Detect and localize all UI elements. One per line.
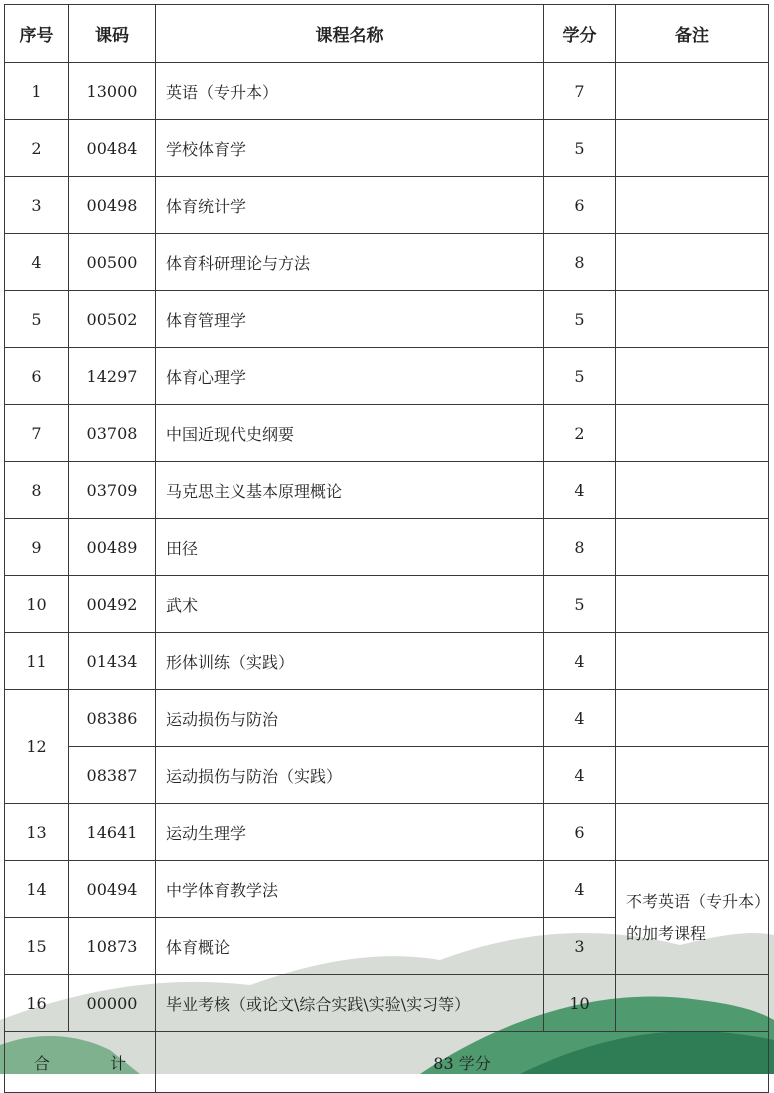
course-name-cell: 武术 bbox=[156, 576, 544, 633]
seq-cell: 8 bbox=[5, 462, 69, 519]
course-name-cell: 体育统计学 bbox=[156, 177, 544, 234]
code-cell: 14297 bbox=[69, 348, 156, 405]
note-cell bbox=[616, 747, 769, 804]
seq-cell: 13 bbox=[5, 804, 69, 861]
table-row bbox=[5, 576, 769, 633]
seq-cell: 14 bbox=[5, 861, 69, 918]
seq-cell: 3 bbox=[5, 177, 69, 234]
merged-note-cell: 不考英语（专升本）的加考课程 bbox=[616, 861, 769, 975]
table-row bbox=[5, 462, 769, 519]
note-cell bbox=[616, 120, 769, 177]
course-name-cell: 体育科研理论与方法 bbox=[156, 234, 544, 291]
course-name-cell: 体育概论 bbox=[156, 918, 544, 975]
course-name-cell: 学校体育学 bbox=[156, 120, 544, 177]
credit-cell: 2 bbox=[544, 405, 616, 462]
code-cell: 00489 bbox=[69, 519, 156, 576]
credit-cell: 4 bbox=[544, 861, 616, 918]
header-credit: 学分 bbox=[544, 5, 616, 63]
credit-cell: 4 bbox=[544, 690, 616, 747]
note-cell bbox=[616, 462, 769, 519]
note-cell bbox=[616, 234, 769, 291]
header-code: 课码 bbox=[69, 5, 156, 63]
seq-cell: 9 bbox=[5, 519, 69, 576]
table-row bbox=[5, 747, 769, 804]
code-cell: 10873 bbox=[69, 918, 156, 975]
code-cell: 03709 bbox=[69, 462, 156, 519]
table-row bbox=[5, 234, 769, 291]
code-cell: 00484 bbox=[69, 120, 156, 177]
code-cell: 01434 bbox=[69, 633, 156, 690]
course-name-cell: 中学体育教学法 bbox=[156, 861, 544, 918]
code-cell: 08386 bbox=[69, 690, 156, 747]
seq-cell: 5 bbox=[5, 291, 69, 348]
code-cell: 00494 bbox=[69, 861, 156, 918]
table-row bbox=[5, 861, 769, 918]
table-row bbox=[5, 633, 769, 690]
seq-cell: 16 bbox=[5, 975, 69, 1032]
course-name-cell: 运动生理学 bbox=[156, 804, 544, 861]
table-row bbox=[5, 975, 769, 1032]
course-table bbox=[4, 4, 769, 1093]
total-value: 83 学分 bbox=[156, 1032, 769, 1093]
course-name-cell: 形体训练（实践） bbox=[156, 633, 544, 690]
credit-cell: 4 bbox=[544, 462, 616, 519]
header-row bbox=[5, 5, 769, 63]
credit-cell: 10 bbox=[544, 975, 616, 1032]
code-cell: 13000 bbox=[69, 63, 156, 120]
code-cell: 00500 bbox=[69, 234, 156, 291]
seq-cell: 12 bbox=[5, 690, 69, 804]
note-cell bbox=[616, 804, 769, 861]
credit-cell: 7 bbox=[544, 63, 616, 120]
header-name: 课程名称 bbox=[156, 5, 544, 63]
seq-cell: 10 bbox=[5, 576, 69, 633]
table-row bbox=[5, 177, 769, 234]
credit-cell: 3 bbox=[544, 918, 616, 975]
note-cell bbox=[616, 519, 769, 576]
credit-cell: 4 bbox=[544, 633, 616, 690]
seq-cell: 1 bbox=[5, 63, 69, 120]
seq-cell: 7 bbox=[5, 405, 69, 462]
course-name-cell: 体育心理学 bbox=[156, 348, 544, 405]
course-name-cell: 田径 bbox=[156, 519, 544, 576]
credit-cell: 8 bbox=[544, 519, 616, 576]
total-row bbox=[5, 1032, 769, 1093]
credit-cell: 6 bbox=[544, 804, 616, 861]
table-row bbox=[5, 804, 769, 861]
note-cell bbox=[616, 405, 769, 462]
total-label bbox=[5, 1032, 156, 1093]
note-cell bbox=[616, 291, 769, 348]
note-cell bbox=[616, 348, 769, 405]
credit-cell: 5 bbox=[544, 291, 616, 348]
note-cell bbox=[616, 690, 769, 747]
credit-cell: 5 bbox=[544, 348, 616, 405]
course-name-cell: 运动损伤与防治（实践） bbox=[156, 747, 544, 804]
code-cell: 00502 bbox=[69, 291, 156, 348]
credit-cell: 6 bbox=[544, 177, 616, 234]
note-cell bbox=[616, 633, 769, 690]
credit-cell: 5 bbox=[544, 120, 616, 177]
table-row bbox=[5, 120, 769, 177]
credit-cell: 5 bbox=[544, 576, 616, 633]
note-cell bbox=[616, 177, 769, 234]
code-cell: 03708 bbox=[69, 405, 156, 462]
total-label-left: 合 bbox=[33, 1053, 50, 1073]
seq-cell: 15 bbox=[5, 918, 69, 975]
credit-cell: 8 bbox=[544, 234, 616, 291]
code-cell: 08387 bbox=[69, 747, 156, 804]
table-row bbox=[5, 405, 769, 462]
note-cell bbox=[616, 975, 769, 1032]
course-name-cell: 中国近现代史纲要 bbox=[156, 405, 544, 462]
table-row bbox=[5, 291, 769, 348]
code-cell: 00492 bbox=[69, 576, 156, 633]
table-row bbox=[5, 63, 769, 120]
course-name-cell: 英语（专升本） bbox=[156, 63, 544, 120]
seq-cell: 11 bbox=[5, 633, 69, 690]
credit-cell: 4 bbox=[544, 747, 616, 804]
course-name-cell: 毕业考核（或论文\综合实践\实验\实习等） bbox=[156, 975, 544, 1032]
code-cell: 00498 bbox=[69, 177, 156, 234]
table-row bbox=[5, 519, 769, 576]
course-name-cell: 运动损伤与防治 bbox=[156, 690, 544, 747]
note-cell bbox=[616, 63, 769, 120]
table-row bbox=[5, 348, 769, 405]
course-name-cell: 体育管理学 bbox=[156, 291, 544, 348]
note-cell bbox=[616, 576, 769, 633]
header-note: 备注 bbox=[616, 5, 769, 63]
total-label-right: 计 bbox=[110, 1053, 127, 1073]
code-cell: 00000 bbox=[69, 975, 156, 1032]
seq-cell: 4 bbox=[5, 234, 69, 291]
table-row bbox=[5, 690, 769, 747]
course-name-cell: 马克思主义基本原理概论 bbox=[156, 462, 544, 519]
header-seq: 序号 bbox=[5, 5, 69, 63]
seq-cell: 2 bbox=[5, 120, 69, 177]
seq-cell: 6 bbox=[5, 348, 69, 405]
code-cell: 14641 bbox=[69, 804, 156, 861]
